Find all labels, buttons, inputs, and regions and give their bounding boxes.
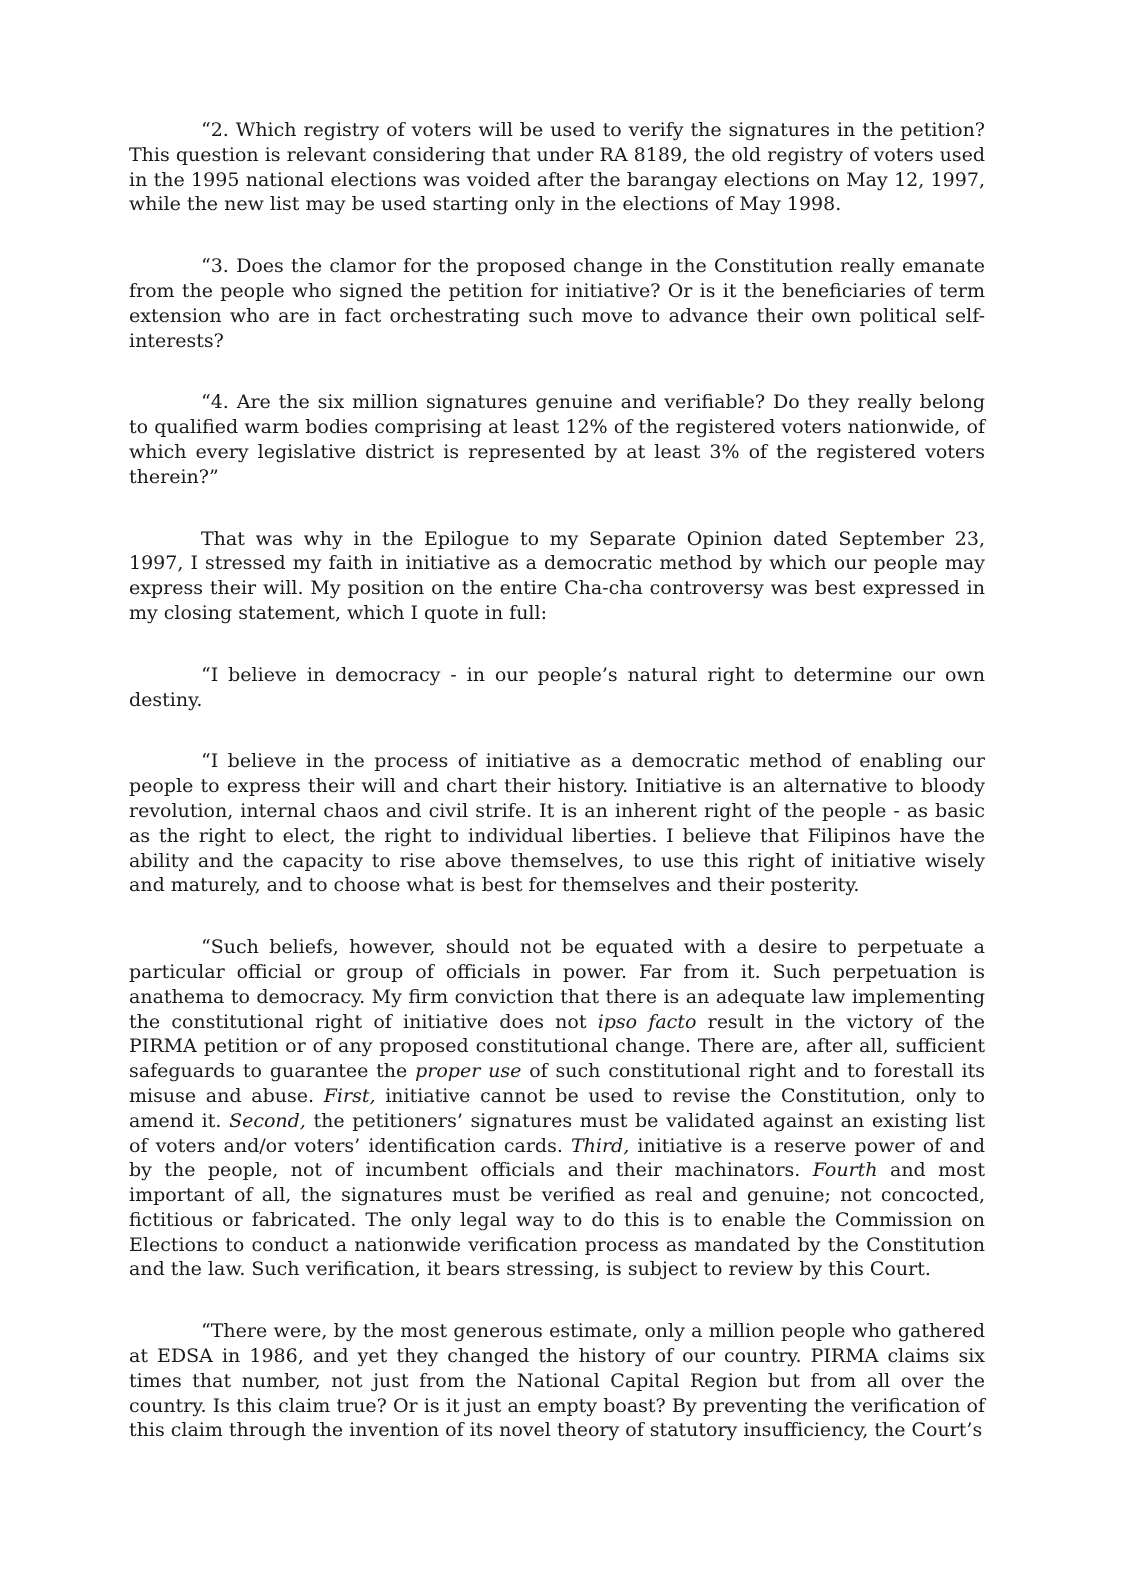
paragraph-text: and most important of all, the signatures must be verified as real and genuine; not concocted, fictitious or fabricated. The only legal way to do this is to enable the Commission on Elections to conduct a nationwide verification process as mandated by the Constitution and the law. Such verification, it bears stressing, is subject to review by this Court. <box>129 1159 985 1281</box>
italic-phrase-proper-use: proper use <box>415 1060 522 1083</box>
document-page <box>129 118 985 1443</box>
italic-word-second: Second, <box>229 1109 306 1132</box>
paragraph-text: the petitioners’ signatures must be validated against an existing list of voters and/or voters’ identification cards. <box>129 1109 985 1157</box>
paragraph-text: “There were, by the most generous estimate, only a million people who gathered at EDSA in 1986, and yet they changed the history of our country. PIRMA claims six times that number, not just from the National Capital Region but from all over the country. Is this claim true? Or is it just an empty boast? By preventing the verification of this claim through the invention of its novel theory of statutory insufficiency, the Court’s <box>129 1320 985 1442</box>
paragraph-text: initiative cannot be used to revise the Constitution, only to amend it. <box>129 1084 985 1132</box>
paragraph-question-2 <box>129 118 985 217</box>
paragraph-beliefs <box>129 935 985 1282</box>
paragraph-initiative <box>129 749 985 898</box>
italic-word-first: First, <box>323 1084 376 1107</box>
paragraph-edsa <box>129 1319 985 1443</box>
paragraph-text: result in the victory of the PIRMA petition or of any proposed constitutional change. There are, after all, sufficient safeguards to guarantee the <box>129 1010 986 1083</box>
paragraph-text: initiative is a reserve power of and by the people, not of incumbent officials and their machinators. <box>129 1134 985 1182</box>
paragraph-epilogue <box>129 527 985 626</box>
paragraph-text: “2. Which registry of voters will be used to verify the signatures in the petition? This question is relevant considering that under RA 8189, the old registry of voters used in the 1995 national elections was voided after the barangay elections on May 12, 1997, while the new list may be used starting only in the elections of May 1998. <box>129 119 985 216</box>
paragraph-text: of such constitutional right and to forestall its misuse and abuse. <box>129 1060 985 1107</box>
italic-word-third: Third, <box>570 1134 630 1157</box>
paragraph-text: “4. Are the six million signatures genuine and verifiable? Do they really belong to qualified warm bodies comprising at least 12% of the registered voters nationwide, of which every legislative district is represented by at least 3% of the registered voters therein?” <box>129 391 985 488</box>
paragraph-question-4 <box>129 390 985 489</box>
italic-word-fourth: Fourth <box>812 1159 878 1182</box>
paragraph-text: “I believe in democracy - in our people’s natural right to determine our own destiny. <box>129 663 985 711</box>
paragraph-text: “Such beliefs, however, should not be equated with a desire to perpetuate a particular official or group of officials in power. Far from it. Such perpetuation is anathema to democracy. My firm conviction that there is an adequate law implementing the constitutional right of initiative does not <box>129 936 985 1033</box>
italic-phrase-ipso-facto: ipso facto <box>597 1010 697 1033</box>
paragraph-question-3 <box>129 254 985 353</box>
paragraph-democracy <box>129 663 985 713</box>
paragraph-text: “3. Does the clamor for the proposed change in the Constitution really emanate from the people who signed the petition for initiative? Or is it the beneficiaries of term extension who are in fact orchestrating such move to advance their own political self-interests? <box>129 255 985 352</box>
paragraph-text: That was why in the Epilogue to my Separate Opinion dated September 23, 1997, I stressed my faith in initiative as a democratic method by which our people may express their will. My position on the entire Cha-cha controversy was best expressed in my closing statement, which I quote in full: <box>129 527 985 624</box>
paragraph-text: “I believe in the process of initiative as a democratic method of enabling our people to express their will and chart their history. Initiative is an alternative to bloody revolution, internal chaos and civil strife. It is an inherent right of the people - as basic as the right to elect, the right to individual liberties. I believe that Filipinos have the ability and the capacity to rise above themselves, to use this right of initiative wisely and maturely, and to choose what is best for themselves and their posterity. <box>129 750 985 897</box>
